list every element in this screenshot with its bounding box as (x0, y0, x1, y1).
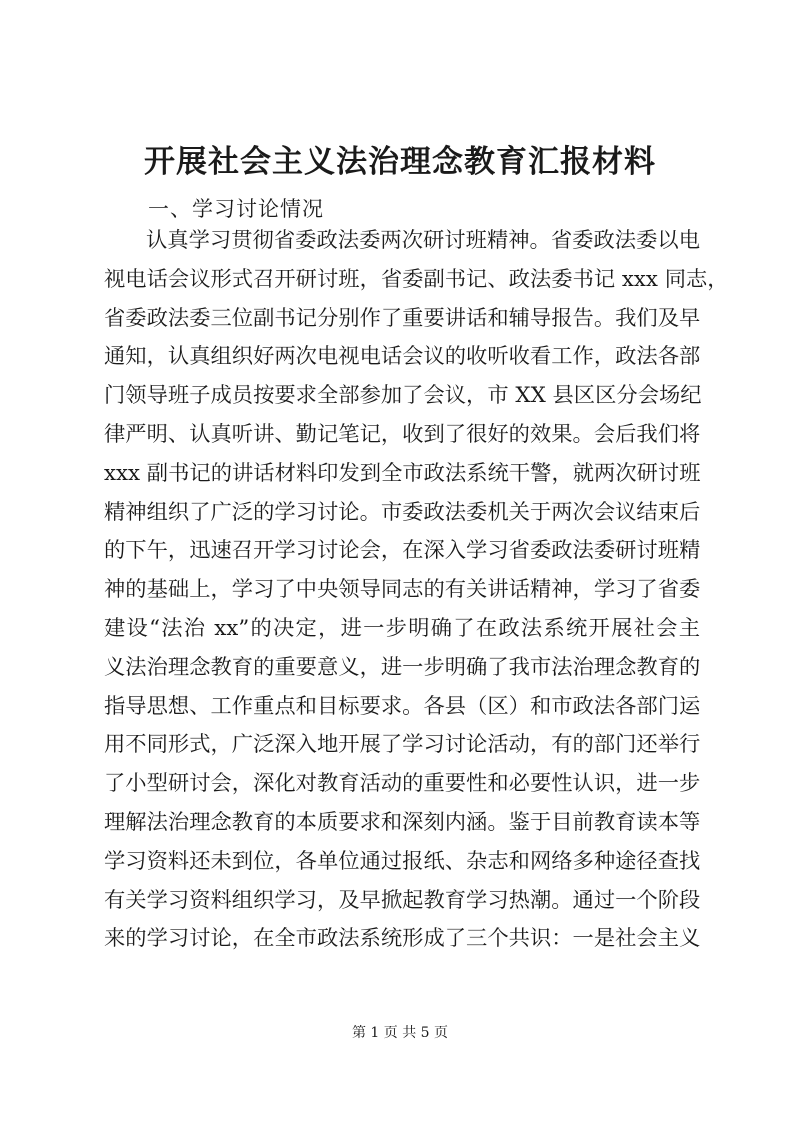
paragraph-line: 省委政法委三位副书记分别作了重要讲话和辅导报告。我们及早 (104, 305, 701, 331)
section-heading: 一、学习讨论情况 (148, 197, 324, 221)
paragraph-line: xxx 副书记的讲话材料印发到全市政法系统干警，就两次研讨班 (104, 460, 701, 486)
paragraph-line: 通知，认真组织好两次电视电话会议的收听收看工作，政法各部 (104, 344, 701, 370)
paragraph-line: 视电话会议形式召开研讨班，省委副书记、政法委书记 xxx 同志， (104, 266, 729, 292)
paragraph-line: 精神组织了广泛的学习讨论。市委政法委机关于两次会议结束后 (104, 499, 701, 525)
paragraph-line: 有关学习资料组织学习，及早掀起教育学习热潮。通过一个阶段 (104, 887, 701, 913)
paragraph-line: 指导思想、工作重点和目标要求。各县（区）和市政法各部门运 (104, 693, 701, 719)
paragraph-line: 义法治理念教育的重要意义，进一步明确了我市法治理念教育的 (104, 654, 701, 680)
paragraph-line: 认真学习贯彻省委政法委两次研讨班精神。省委政法委以电 (146, 228, 700, 253)
paragraph-line: 学习资料还未到位，各单位通过报纸、杂志和网络多种途径查找 (104, 848, 701, 874)
paragraph-line: 神的基础上，学习了中央领导同志的有关讲话精神，学习了省委 (104, 577, 701, 603)
document-title: 开展社会主义法治理念教育汇报材料 (144, 144, 656, 180)
paragraph-line: 理解法治理念教育的本质要求和深刻内涵。鉴于目前教育读本等 (104, 809, 701, 835)
paragraph-line: 律严明、认真听讲、勤记笔记，收到了很好的效果。会后我们将 (104, 421, 701, 447)
paragraph-line: 门领导班子成员按要求全部参加了会议，市 XX 县区区分会场纪 (104, 383, 702, 409)
paragraph-line: 用不同形式，广泛深入地开展了学习讨论活动，有的部门还举行 (104, 732, 701, 758)
paragraph-line: 建设“法治 xx”的决定，进一步明确了在政法系统开展社会主 (104, 615, 700, 641)
paragraph-line: 来的学习讨论，在全市政法系统形成了三个共识：一是社会主义 (104, 926, 701, 952)
body-paragraph (104, 222, 729, 959)
page-footer: 第 1 页 共 5 页 (351, 1025, 449, 1041)
paragraph-line: 的下午，迅速召开学习讨论会，在深入学习省委政法委研讨班精 (104, 538, 701, 564)
paragraph-line: 了小型研讨会，深化对教育活动的重要性和必要性认识，进一步 (104, 771, 701, 797)
